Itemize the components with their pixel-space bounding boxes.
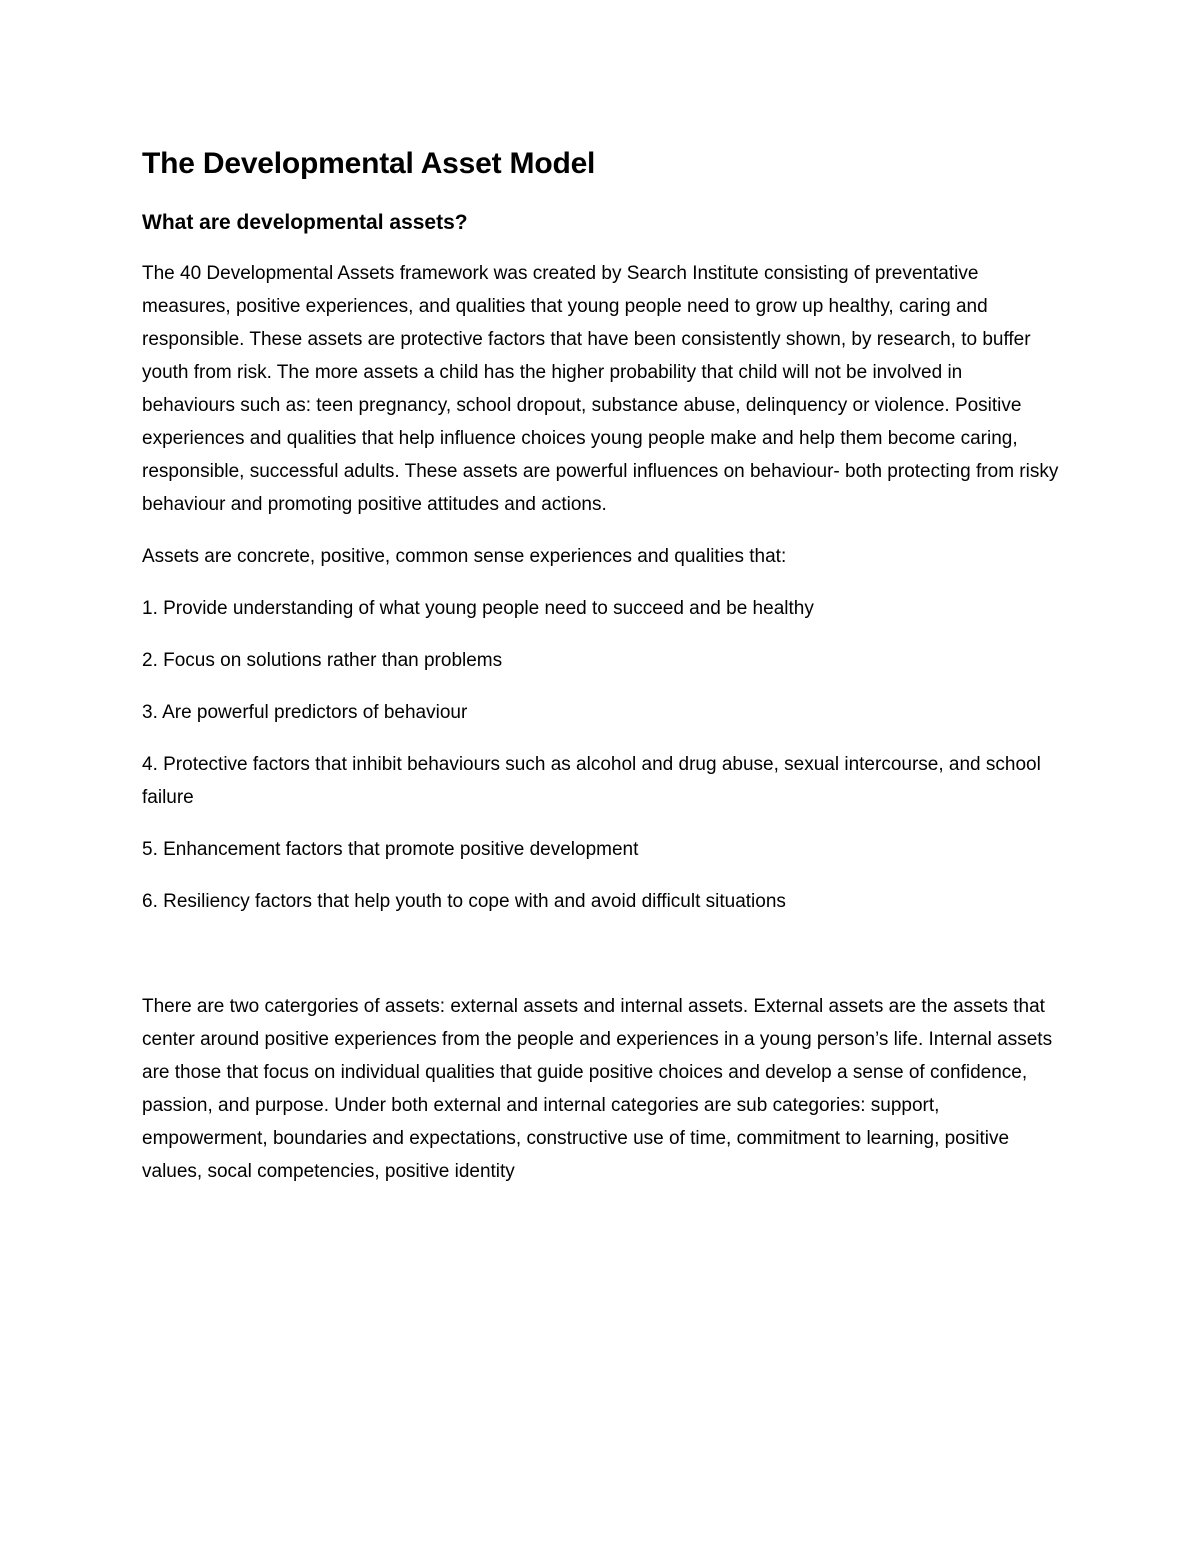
categories-paragraph: There are two catergories of assets: external assets and internal assets. External assets are the assets that center around positive experiences from the people and experiences in a young person’s life. Internal assets are those that focus on individual qualities that guide positive choices and develop a sense of confidence, passion, and purpose. Under both external and internal categories are sub categories: support, empowerment, boundaries and expectations, constructive use of time, commitment to learning, positive values, socal competencies, positive identity: [142, 996, 1053, 1182]
list-item: 2. Focus on solutions rather than problems: [142, 650, 503, 671]
list-lead-paragraph: Assets are concrete, positive, common sense experiences and qualities that:: [142, 546, 787, 567]
list-item: 6. Resiliency factors that help youth to cope with and avoid difficult situations: [142, 891, 786, 912]
document-body: [142, 140, 1060, 1188]
intro-paragraph: The 40 Developmental Assets framework was created by Search Institute consisting of preventative measures, positive experiences, and qualities that young people need to grow up healthy, caring and responsible. These assets are protective factors that have been consistently shown, by research, to buffer youth from risk. The more assets a child has the higher probability that child will not be involved in behaviours such as: teen pregnancy, school dropout, substance abuse, delinquency or violence. Positive experiences and qualities that help influence choices young people make and help them become caring, responsible, successful adults. These assets are powerful influences on behaviour- both protecting from risky behaviour and promoting positive attitudes and actions.: [142, 263, 1059, 515]
list-item: 3. Are powerful predictors of behaviour: [142, 702, 468, 723]
list-item: 5. Enhancement factors that promote positive development: [142, 839, 639, 860]
list-item: 4. Protective factors that inhibit behaviours such as alcohol and drug abuse, sexual intercourse, and school failure: [142, 754, 1041, 808]
section-heading: What are developmental assets?: [142, 211, 468, 234]
document-title: The Developmental Asset Model: [142, 147, 596, 180]
asset-qualities-list: [142, 592, 1060, 918]
list-item: 1. Provide understanding of what young people need to succeed and be healthy: [142, 598, 814, 619]
